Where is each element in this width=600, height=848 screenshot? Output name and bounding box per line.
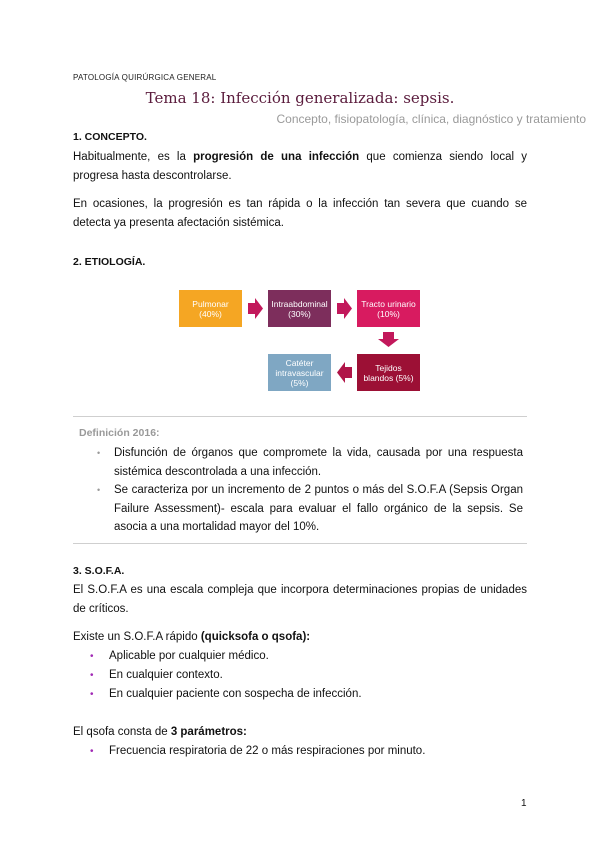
qsofa-usage-list <box>90 647 362 704</box>
text-run: El qsofa consta de <box>73 726 171 738</box>
definition-list <box>97 444 523 537</box>
bullet-icon: • <box>90 689 94 700</box>
definition-item-text: Se caracteriza por un incremento de 2 puntos o más del S.O.F.A (Sepsis Organ Failure Assessment)- escala para evaluar el fallo orgánico de la sepsis. Se asocia a una mortalidad mayor del 10%. <box>114 484 523 533</box>
node-value: (40%) <box>199 308 222 319</box>
course-header: PATOLOGÍA QUIRÚRGICA GENERAL <box>73 73 217 82</box>
list-item <box>90 742 425 761</box>
node-extra: (5%) <box>290 377 309 388</box>
diagram-arrows <box>0 0 600 420</box>
bullet-icon: • <box>90 670 94 681</box>
bullet-icon: • <box>97 485 101 495</box>
text-run: que comienza siendo local y progresa hasta descontrolarse. <box>73 151 527 182</box>
subtitle-text: Concepto, fisiopatología, clínica, diagnóstico y tratamiento <box>276 112 586 126</box>
paragraph-sofa-1: El S.O.F.A es una escala compleja que incorpora determinaciones propias de unidades de críticos. <box>73 584 527 615</box>
bullet-icon: • <box>90 746 94 757</box>
list-item-text: Aplicable por cualquier médico. <box>109 650 269 662</box>
list-item <box>90 647 362 666</box>
text-run: Habitualmente, es la <box>73 151 194 163</box>
node-value: (30%) <box>288 308 311 319</box>
definition-item <box>97 481 523 537</box>
definition-item-text: Disfunción de órganos que compromete la vida, causada por una respuesta sistémica descontrolada a una infección. <box>114 447 523 478</box>
page-title: Tema 18: Infección generalizada: sepsis. <box>145 89 455 107</box>
section-heading-sofa: 3. S.O.F.A. <box>73 565 125 577</box>
bold-text: (quicksofa o qsofa): <box>200 631 311 643</box>
page-number: 1 <box>521 798 527 809</box>
arrow-right-icon <box>248 298 263 319</box>
text-run: Existe un S.O.F.A rápido <box>73 631 201 643</box>
list-item <box>90 666 362 685</box>
paragraph-concepto-2: En ocasiones, la progresión es tan rápida o la infección tan severa que cuando se detecta ya presenta afectación sistémica. <box>73 198 527 229</box>
qsofa-params-list <box>90 742 425 761</box>
definition-title: Definición 2016: <box>79 427 160 439</box>
node-label: Intraabdominal <box>271 298 328 309</box>
node-value: intravascular <box>275 367 324 378</box>
definition-box <box>73 416 527 544</box>
bullet-icon: • <box>97 448 101 458</box>
node-label: Tracto urinario <box>361 298 416 309</box>
list-item-text: En cualquier contexto. <box>109 669 223 681</box>
section-heading-concepto: 1. CONCEPTO. <box>73 131 147 143</box>
section-heading-etiologia: 2. ETIOLOGÍA. <box>73 256 146 268</box>
bold-text: 3 parámetros: <box>170 726 247 738</box>
bold-text: progresión de una infección <box>193 151 360 163</box>
bullet-icon: • <box>90 651 94 662</box>
arrow-down-icon <box>378 332 399 347</box>
paragraph-sofa-3 <box>73 723 527 742</box>
node-label: Pulmonar <box>192 298 229 309</box>
list-item-text: Frecuencia respiratoria de 22 o más respiraciones por minuto. <box>109 745 426 757</box>
node-label: Catéter <box>285 357 314 368</box>
node-label: Tejidos <box>375 362 402 373</box>
list-item <box>90 685 362 704</box>
node-value: blandos (5%) <box>363 372 414 383</box>
arrow-right-icon <box>337 298 352 319</box>
node-value: (10%) <box>377 308 400 319</box>
definition-item <box>97 444 523 481</box>
arrow-left-icon <box>337 362 352 383</box>
paragraph-sofa-2 <box>73 628 527 647</box>
list-item-text: En cualquier paciente con sospecha de infección. <box>109 688 362 700</box>
